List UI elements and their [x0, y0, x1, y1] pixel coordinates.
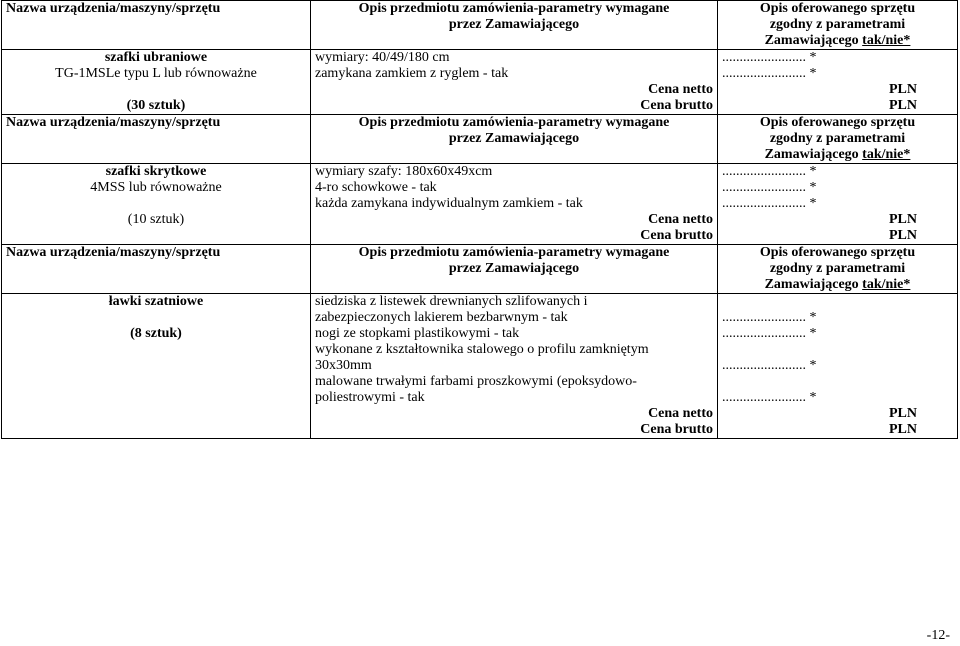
section-row	[2, 164, 958, 245]
header-row	[2, 245, 958, 294]
header-name: Nazwa urządzenia/maszyny/sprzętu	[2, 1, 311, 50]
item-answer-cell[interactable]: ........................ * ........................ * ........................ * PLN PLN	[718, 164, 958, 245]
header-name: Nazwa urządzenia/maszyny/sprzętu	[2, 245, 311, 294]
section-row	[2, 50, 958, 115]
item-name-cell: ławki szatniowe (8 sztuk)	[2, 294, 311, 439]
header-offer: Opis oferowanego sprzętu zgodny z parametrami Zamawiającego tak/nie*	[718, 1, 958, 50]
header-row	[2, 1, 958, 50]
header-description: Opis przedmiotu zamówienia-parametry wymagane przez Zamawiającego	[311, 1, 718, 50]
item-name-cell: szafki skrytkowe 4MSS lub równoważne (10 sztuk)	[2, 164, 311, 245]
header-offer: Opis oferowanego sprzętu zgodny z parametrami Zamawiającego tak/nie*	[718, 245, 958, 294]
item-params-cell: wymiary: 40/49/180 cm zamykana zamkiem z ryglem - tak Cena netto Cena brutto	[311, 50, 718, 115]
item-name-cell: szafki ubraniowe TG-1MSLe typu L lub równoważne (30 sztuk)	[2, 50, 311, 115]
header-name: Nazwa urządzenia/maszyny/sprzętu	[2, 115, 311, 164]
specification-table	[1, 0, 958, 439]
header-row	[2, 115, 958, 164]
item-params-cell: wymiary szafy: 180x60x49xcm 4-ro schowkowe - tak każda zamykana indywidualnym zamkiem - tak Cena netto Cena brutto	[311, 164, 718, 245]
header-offer: Opis oferowanego sprzętu zgodny z parametrami Zamawiającego tak/nie*	[718, 115, 958, 164]
section-row	[2, 294, 958, 439]
header-description: Opis przedmiotu zamówienia-parametry wymagane przez Zamawiającego	[311, 115, 718, 164]
item-answer-cell[interactable]: ........................ * ........................ * PLN PLN	[718, 50, 958, 115]
page-number: -12-	[926, 628, 950, 643]
item-answer-cell[interactable]: ........................ * ........................ * ........................ * ........................ * PLN PLN	[718, 294, 958, 439]
item-params-cell: siedziska z listewek drewnianych szlifowanych i zabezpieczonych lakierem bezbarwnym - tak nogi ze stopkami plastikowymi - tak wykonane z kształtownika stalowego o profilu zamkniętym 30x30mm malowane trwałymi farbami proszkowymi (epoksydowo- poliestrowymi - tak Cena netto Cena brutto	[311, 294, 718, 439]
header-description: Opis przedmiotu zamówienia-parametry wymagane przez Zamawiającego	[311, 245, 718, 294]
